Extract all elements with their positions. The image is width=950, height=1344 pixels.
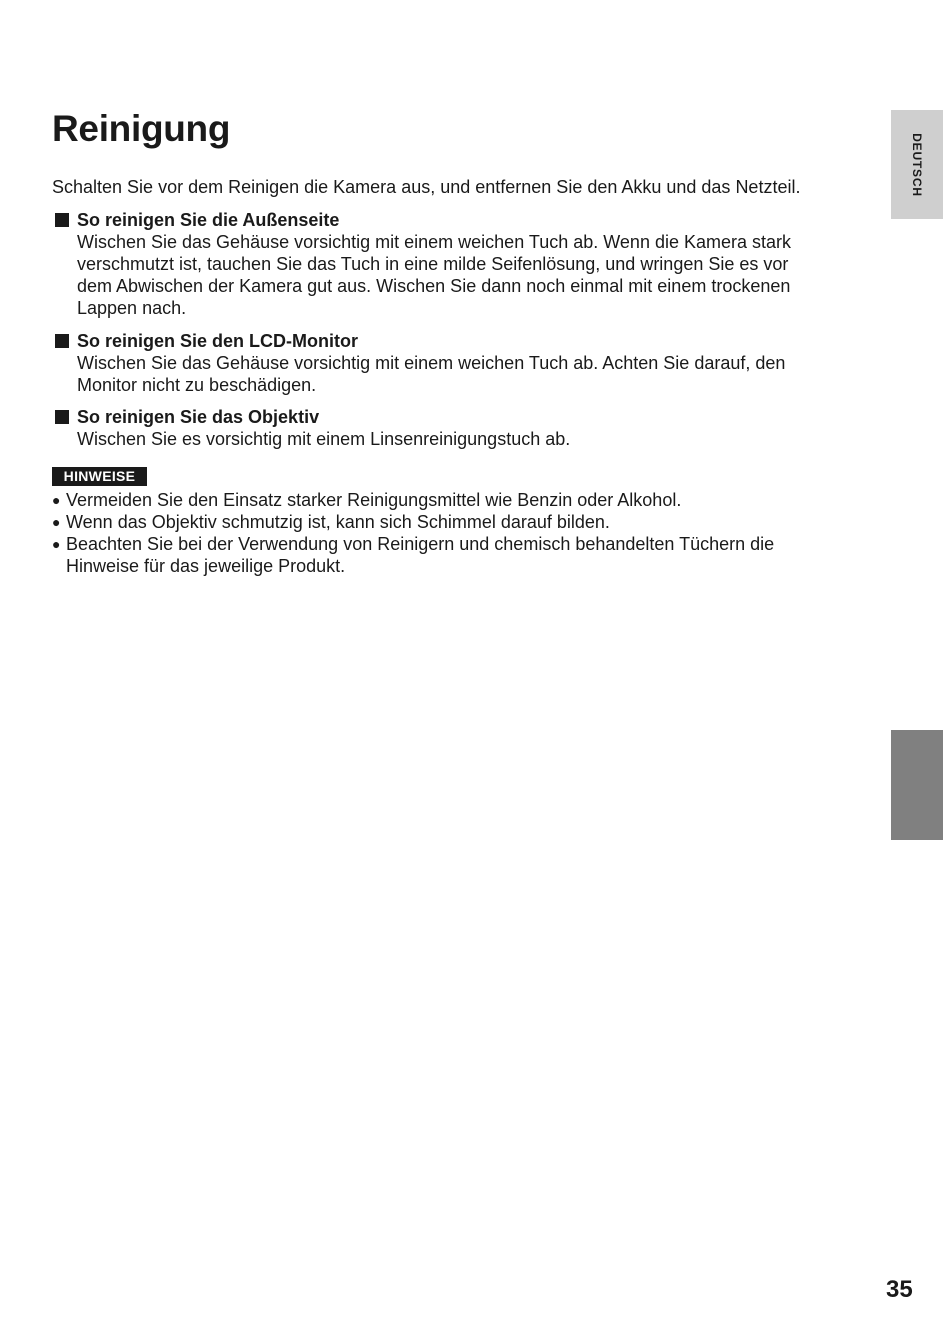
note-text: Wenn das Objektiv schmutzig ist, kann sich Schimmel darauf bilden. [66,512,610,532]
list-item [52,533,852,577]
section-heading-text: So reinigen Sie den LCD-Monitor [77,331,359,351]
section-heading [52,209,852,231]
page-number: 35 [886,1276,913,1303]
section-body: Wischen Sie das Gehäuse vorsichtig mit einem weichen Tuch ab. Wenn die Kamera stark verschmutzt ist, tauchen Sie das Tuch in eine milde Seifenlösung, und wringen Sie es vor dem Abwischen der Kamera gut aus. Wischen Sie dann noch einmal mit einem trockenen Lappen nach. [77,232,792,318]
section-exterior [52,209,852,319]
section-body: Wischen Sie das Gehäuse vorsichtig mit einem weichen Tuch ab. Achten Sie darauf, den Monitor nicht zu beschädigen. [77,353,786,395]
note-text: Beachten Sie bei der Verwendung von Reinigern und chemisch behandelten Tüchern die Hinweise für das jeweilige Produkt. [66,534,775,576]
section-heading-text: So reinigen Sie das Objektiv [77,407,320,427]
section-lens [52,406,852,450]
square-bullet-icon [55,213,69,227]
language-tab [891,110,943,219]
note-text: Vermeiden Sie den Einsatz starker Reinigungsmittel wie Benzin oder Alkohol. [66,490,682,510]
chapter-marker-tab [891,730,943,840]
section-body: Wischen Sie es vorsichtig mit einem Linsenreinigungstuch ab. [77,429,571,449]
language-tab-label: DEUTSCH [910,133,924,197]
square-bullet-icon [55,334,69,348]
intro-text: Schalten Sie vor dem Reinigen die Kamera aus, und entfernen Sie den Akku und das Netzteil. [52,177,801,197]
list-item [52,489,852,511]
page-title: Reinigung [52,108,231,149]
square-bullet-icon [55,410,69,424]
section-heading-text: So reinigen Sie die Außenseite [77,210,340,230]
section-heading [52,330,852,352]
notes-badge: HINWEISE [52,467,147,486]
bullet-dot-icon: ● [52,492,61,508]
list-item [52,511,852,533]
section-lcd-monitor [52,330,852,396]
section-heading [52,406,852,428]
bullet-dot-icon: ● [52,514,61,530]
bullet-dot-icon: ● [52,536,61,552]
notes-list [52,489,852,577]
